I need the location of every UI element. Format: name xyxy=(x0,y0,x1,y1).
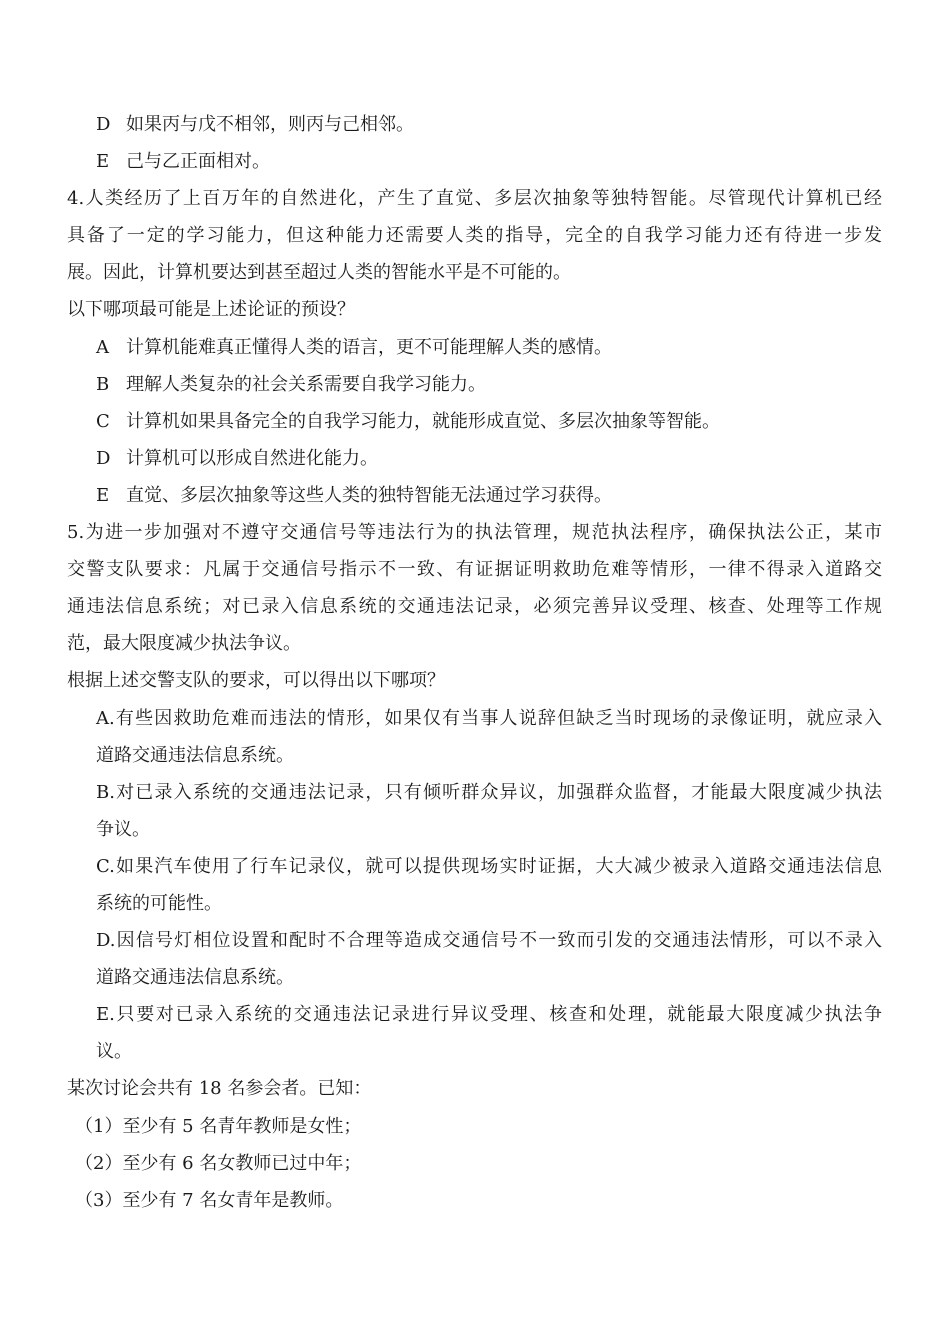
option-text: 直觉、多层次抽象等这些人类的独特智能无法通过学习获得。 xyxy=(126,484,612,506)
option-letter: D xyxy=(96,114,111,135)
q5-option-a-line-1: A.有些因救助危难而违法的情形，如果仅有当事人说辞但缺乏当时现场的录像证明，就应录入 xyxy=(96,707,882,729)
document-page xyxy=(0,106,950,1219)
option-letter: E xyxy=(96,151,110,173)
q4-prompt: 以下哪项最可能是上述论证的预设？ xyxy=(67,299,355,321)
option-text: 理解人类复杂的社会关系需要自我学习能力。 xyxy=(126,373,486,395)
q4-stem-line-3: 展。因此，计算机要达到甚至超过人类的智能水平是不可能的。 xyxy=(67,262,571,284)
q5-option-b-line-1: B.对已录入系统的交通违法记录，只有倾听群众异议，加强群众监督，才能最大限度减少执法 xyxy=(96,781,882,803)
q4-option-b xyxy=(0,366,950,403)
q4-stem-line-2: 具备了一定的学习能力，但这种能力还需要人类的指导，完全的自我学习能力还有待进一步发 xyxy=(67,225,882,247)
option-text: 计算机如果具备完全的自我学习能力，就能形成直觉、多层次抽象等智能。 xyxy=(126,410,720,432)
q5-option-d-line-1: D.因信号灯相位设置和配时不合理等造成交通信号不一致而引发的交通违法情形，可以不录入 xyxy=(96,930,882,952)
q5-stem-line-1: 5.为进一步加强对不遵守交通信号等违法行为的执法管理，规范执法程序，确保执法公正，某市 xyxy=(67,522,882,544)
q4-stem-line-1: 4.人类经历了上百万年的自然进化，产生了直觉、多层次抽象等独特智能。尽管现代计算机已经 xyxy=(67,188,882,210)
q3-option-d xyxy=(0,106,950,143)
q5-prompt: 根据上述交警支队的要求，可以得出以下哪项？ xyxy=(67,670,445,692)
q5-option-c-line-1: C.如果汽车使用了行车记录仪，就可以提供现场实时证据，大大减少被录入道路交通违法信息 xyxy=(96,855,882,877)
q5-stem-line-4: 范，最大限度减少执法争议。 xyxy=(67,633,301,655)
option-letter: C xyxy=(96,410,110,432)
q5-option-e-line-1: E.只要对已录入系统的交通违法记录进行异议受理、核查和处理，就能最大限度减少执法争 xyxy=(96,1004,882,1026)
q6-condition-3: （3）至少有 7 名女青年是教师。 xyxy=(75,1189,344,1211)
option-text: 计算机能难真正懂得人类的语言，更不可能理解人类的感情。 xyxy=(126,336,612,358)
q6-intro: 某次讨论会共有 18 名参会者。已知： xyxy=(67,1078,372,1100)
q4-option-d xyxy=(0,440,950,477)
option-letter: E xyxy=(96,484,110,506)
option-text: 如果丙与戊不相邻，则丙与己相邻。 xyxy=(126,114,414,135)
option-letter: A xyxy=(96,336,109,358)
q6-condition-2: （2）至少有 6 名女教师已过中年； xyxy=(75,1152,362,1174)
q4-option-e xyxy=(0,477,950,514)
q5-option-b-line-2: 争议。 xyxy=(96,818,150,840)
q3-option-e xyxy=(0,143,950,180)
q4-option-c xyxy=(0,403,950,440)
q5-stem-line-2: 交警支队要求：凡属于交通信号指示不一致、有证据证明救助危难等情形，一律不得录入道路交 xyxy=(67,559,882,581)
option-text: 己与乙正面相对。 xyxy=(126,151,270,173)
q5-option-c-line-2: 系统的可能性。 xyxy=(96,892,222,914)
q5-stem-line-3: 通违法信息系统；对已录入信息系统的交通违法记录，必须完善异议受理、核查、处理等工作规 xyxy=(67,596,882,618)
option-text: 计算机可以形成自然进化能力。 xyxy=(126,447,378,469)
q4-option-a xyxy=(0,329,950,366)
option-letter: B xyxy=(96,373,110,395)
q6-condition-1: （1）至少有 5 名青年教师是女性； xyxy=(75,1115,362,1137)
q5-option-a-line-2: 道路交通违法信息系统。 xyxy=(96,744,294,766)
option-letter: D xyxy=(96,447,111,469)
q5-option-e-line-2: 议。 xyxy=(96,1041,132,1063)
q5-option-d-line-2: 道路交通违法信息系统。 xyxy=(96,967,294,989)
